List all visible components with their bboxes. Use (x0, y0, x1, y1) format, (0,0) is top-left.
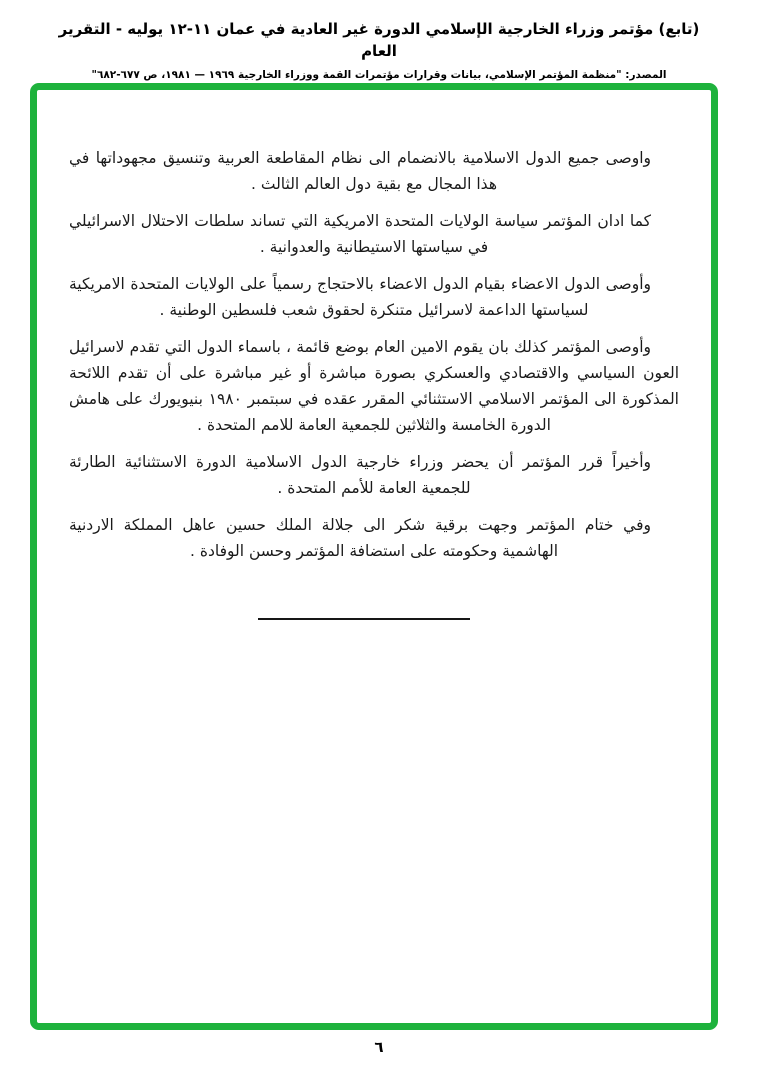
section-divider (258, 618, 470, 620)
green-border-frame (30, 83, 718, 1030)
document-title: (تابع) مؤتمر وزراء الخارجية الإسلامي الدورة غير العادية في عمان ١١-١٢ يوليه - التقرير العام (58, 20, 700, 60)
document-body (69, 145, 679, 620)
document-source-line: المصدر: "منظمة المؤتمر الإسلامي، بيانات وقرارات مؤتمرات القمة ووزراء الخارجية ١٩٦٩ — ١٩٨١، ص ٦٧٧-٦٨٢" (91, 69, 667, 81)
paragraph-4: وأوصى المؤتمر كذلك بان يقوم الامين العام بوضع قائمة ، باسماء الدول التي تقدم لاسرائيل العون السياسي والاقتصادي والعسكري بصورة مباشرة أو غير مباشرة على أن تقدم اللائحة المذكورة الى المؤتمر الاسلامي الاستثنائي المقرر عقده في سبتمبر ١٩٨٠ بنيويورك على هامش الدورة الخامسة والثلاثين للجمعية العامة للامم المتحدة . (69, 338, 679, 434)
paragraph-3: وأوصى الدول الاعضاء بقيام الدول الاعضاء بالاحتجاج رسمياً على الولايات المتحدة الامريكية لسياستها الداعمة لاسرائيل متنكرة لحقوق شعب فلسطين الوطنية . (69, 275, 651, 319)
paragraph-5: وأخيراً قرر المؤتمر أن يحضر وزراء خارجية الدول الاسلامية الدورة الاستثنائية الطارئة للجمعية العامة للأمم المتحدة . (69, 453, 651, 497)
paragraph-1: واوصى جميع الدول الاسلامية بالانضمام الى نظام المقاطعة العربية وتنسيق مجهوداتها في هذا المجال مع بقية دول العالم الثالث . (69, 149, 651, 193)
document-header (0, 18, 758, 83)
paragraph-2: كما ادان المؤتمر سياسة الولايات المتحدة الامريكية التي تساند سلطات الاحتلال الاسرائيلي في سياستها الاستيطانية والعدوانية . (69, 212, 651, 256)
paragraph-6: وفي ختام المؤتمر وجهت برقية شكر الى جلالة الملك حسين عاهل المملكة الاردنية الهاشمية وحكومته على استضافة المؤتمر وحسن الوفادة . (69, 516, 651, 560)
page-number: ٦ (374, 1038, 384, 1056)
